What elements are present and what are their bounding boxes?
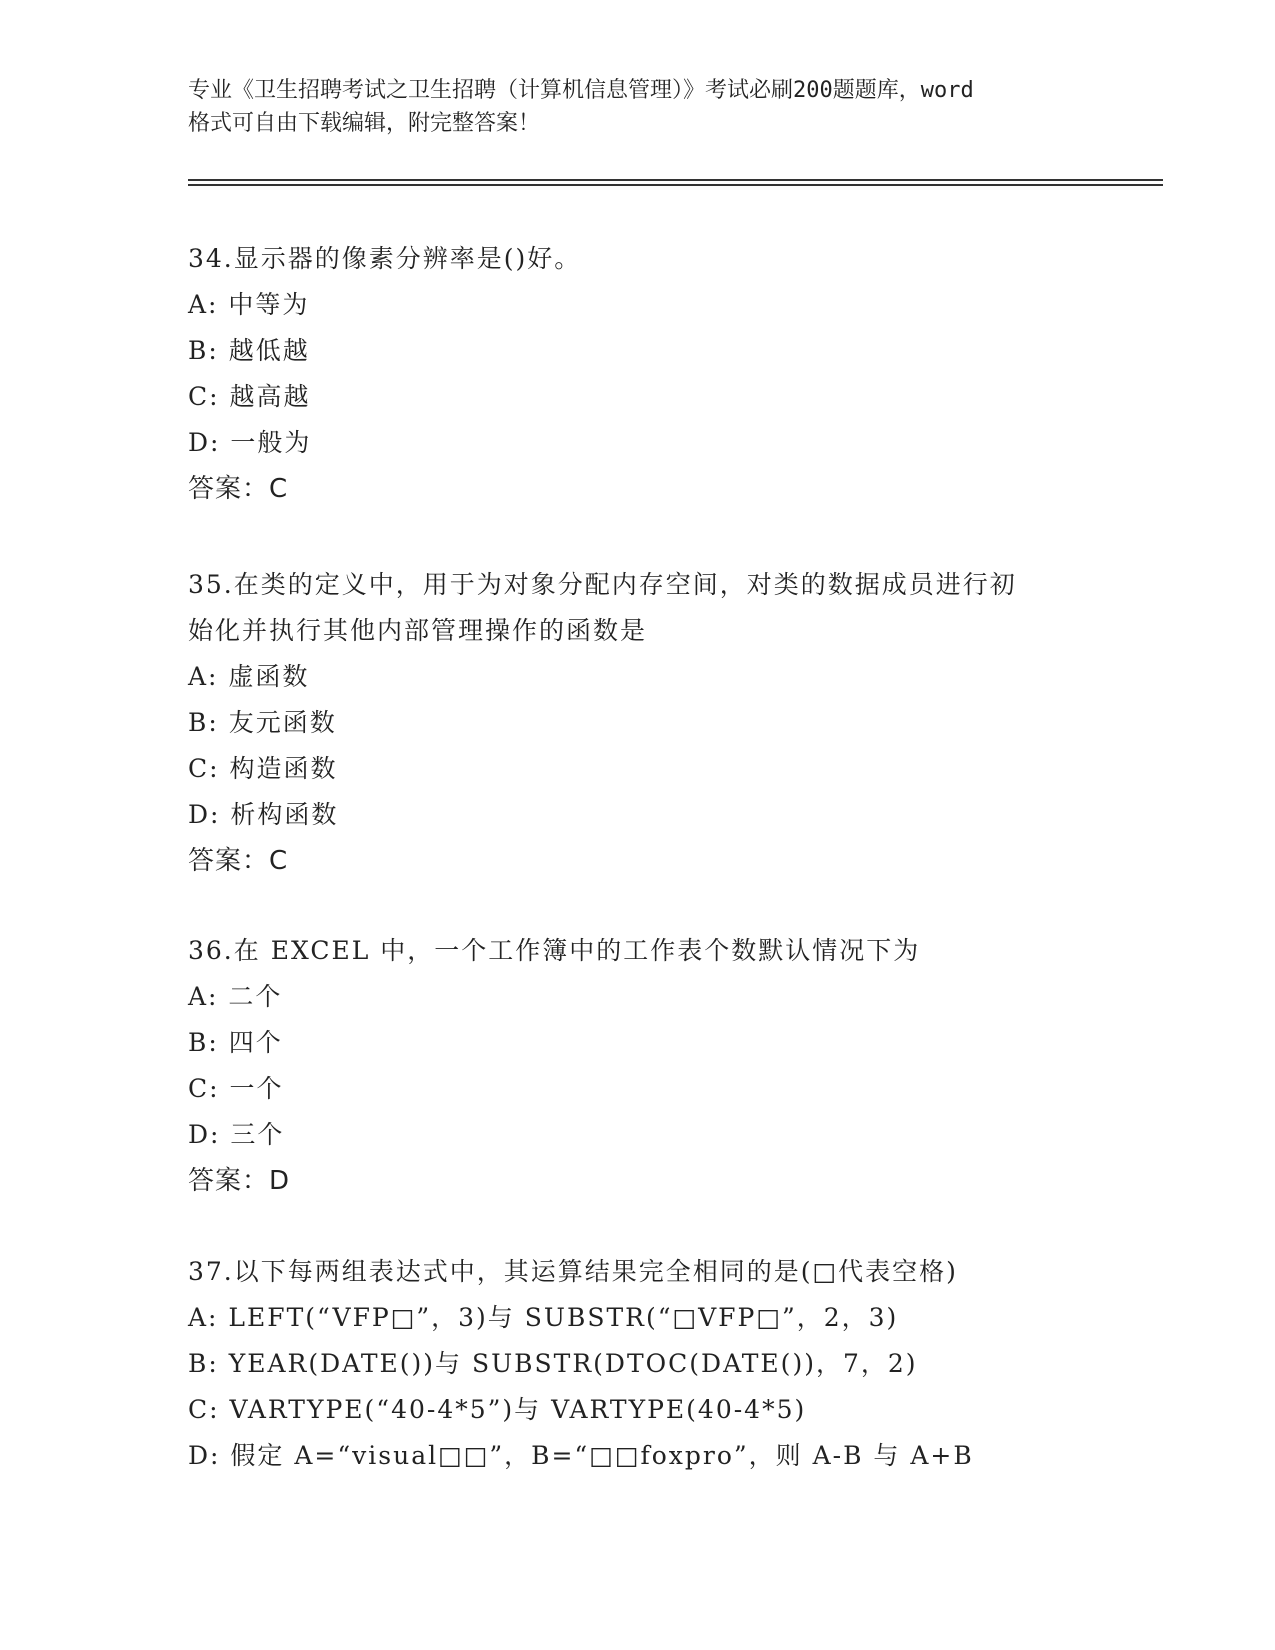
answer-line: 答案：C — [188, 474, 289, 504]
option-a: A: 二个 — [188, 982, 283, 1011]
option-c: C: VARTYPE(“40-4*5”)与 VARTYPE(40-4*5) — [188, 1395, 807, 1424]
option-b: B: 越低越 — [188, 336, 310, 365]
question-34 — [188, 236, 1088, 512]
option-d: D: 三个 — [188, 1120, 285, 1149]
header-divider-bottom — [188, 184, 1163, 186]
option-a: A: 虚函数 — [188, 662, 310, 691]
question-stem: 36.在 EXCEL 中，一个工作簿中的工作表个数默认情况下为 — [188, 936, 921, 965]
option-a: A: 中等为 — [188, 290, 310, 319]
question-35 — [188, 562, 1088, 884]
option-b: B: YEAR(DATE())与 SUBSTR(DTOC(DATE())，7，2) — [188, 1349, 918, 1378]
document-header — [188, 74, 1108, 140]
question-stem: 37.以下每两组表达式中，其运算结果完全相同的是(□代表空格) — [188, 1257, 958, 1286]
option-d: D: 析构函数 — [188, 800, 339, 829]
option-d: D: 一般为 — [188, 428, 312, 457]
question-stem: 35.在类的定义中，用于为对象分配内存空间，对类的数据成员进行初 — [188, 570, 1017, 599]
header-divider-top — [188, 179, 1163, 181]
header-line-1: 专业《卫生招聘考试之卫生招聘（计算机信息管理）》考试必刷200题题库，word — [188, 78, 974, 103]
answer-line: 答案：C — [188, 846, 289, 876]
option-a: A: LEFT(“VFP□”，3)与 SUBSTR(“□VFP□”，2，3) — [188, 1303, 899, 1332]
option-d: D: 假定 A=“visual□□”，B=“□□foxpro”，则 A-B 与 A+B — [188, 1441, 974, 1470]
answer-line: 答案：D — [188, 1166, 291, 1196]
option-c: C: 越高越 — [188, 382, 311, 411]
option-b: B: 友元函数 — [188, 708, 337, 737]
question-36 — [188, 928, 1088, 1204]
option-c: C: 一个 — [188, 1074, 284, 1103]
option-b: B: 四个 — [188, 1028, 283, 1057]
question-stem: 34.显示器的像素分辨率是()好。 — [188, 244, 582, 273]
question-stem-continued: 始化并执行其他内部管理操作的函数是 — [188, 616, 648, 645]
header-line-2: 格式可自由下载编辑，附完整答案！ — [188, 111, 541, 136]
question-37 — [188, 1249, 1088, 1479]
option-c: C: 构造函数 — [188, 754, 338, 783]
